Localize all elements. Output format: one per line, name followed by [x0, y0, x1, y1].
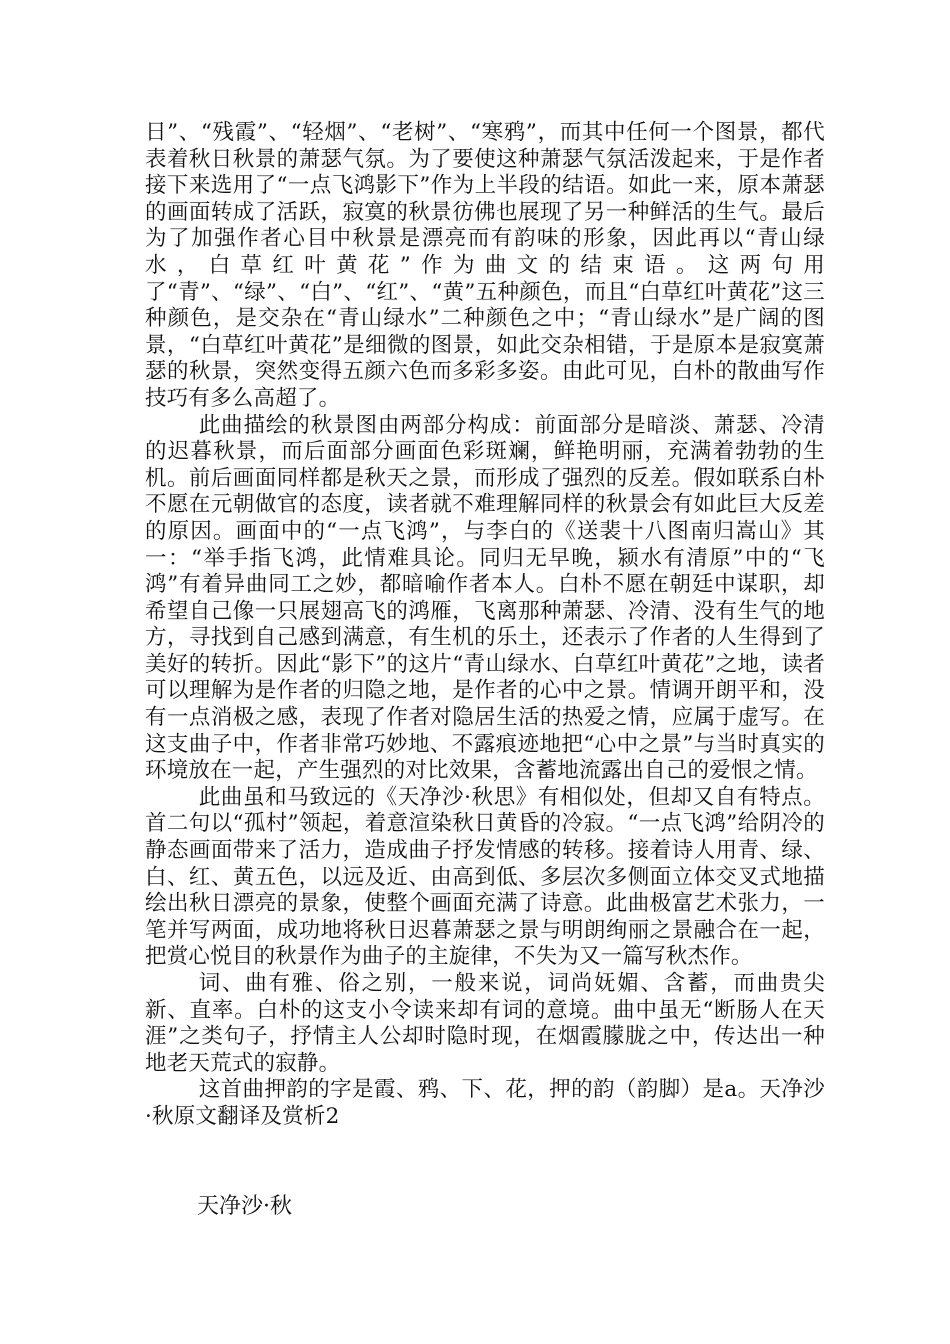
paragraph-1: 日”、“残霞”、“轻烟”、“老树”、“寒鸦”，而其中任何一个图景，都代表着秋日秋景的萧瑟气氛。为了要使这种萧瑟气氛活泼起来，于是作者接下来选用了“一点飞鸿影下”作为上半段的结语。如此一来，原本萧瑟的画面转成了活跃，寂寞的秋景彷佛也展现了另一种鲜活的生气。最后为了加强作者心目中秋景是漂亮而有韵味的形象，因此再以“青山绿水，白草红叶黄花”作为曲文的结束语。这两句用了“青”、“绿”、“白”、“红”、“黄”五种颜色，而且“白草红叶黄花”这三种颜色，是交杂在“青山绿水”二种颜色之中；“青山绿水”是广阔的图景，“白草红叶黄花”是细微的图景，如此交杂相错，于是原本是寂寞萧瑟的秋景，突然变得五颜六色而多彩多姿。由此可见，白朴的散曲写作技巧有多么高超了。 [145, 120, 825, 411]
paragraph-5: 这首曲押韵的字是霞、鸦、下、花，押的韵（韵脚）是a。天净沙·秋原文翻译及赏析2 [145, 1077, 825, 1129]
document-body [145, 120, 825, 1131]
paragraph-4: 词、曲有雅、俗之别，一般来说，词尚妩媚、含蓄，而曲贵尖新、直率。白朴的这支小令读来却有词的意境。曲中虽无“断肠人在天涯”之类句子，抒情主人公却时隐时现，在烟霞朦胧之中，传达出一种地老天荒式的寂静。 [145, 971, 825, 1076]
paragraph-2: 此曲描绘的秋景图由两部分构成：前面部分是暗淡、萧瑟、冷清的迟暮秋景，而后面部分画面色彩斑斓，鲜艳明丽，充满着勃勃的生机。前后画面同样都是秋天之景，而形成了强烈的反差。假如联系白朴不愿在元朝做官的态度，读者就不难理解同样的秋景会有如此巨大反差的原因。画面中的“一点飞鸿”，与李白的《送裴十八图南归嵩山》其一：“举手指飞鸿，此情难具论。同归无早晚，颍水有清原”中的“飞鸿”有着异曲同工之妙，都暗喻作者本人。白朴不愿在朝廷中谋职，却希望自己像一只展翅高飞的鸿雁，飞离那种萧瑟、冷清、没有生气的地方，寻找到自己感到满意，有生机的乐土，还表示了作者的人生得到了美好的转折。因此“影下”的这片“青山绿水、白草红叶黄花”之地，读者可以理解为是作者的归隐之地，是作者的心中之景。情调开朗平和，没有一点消极之感，表现了作者对隐居生活的热爱之情，应属于虚写。在这支曲子中，作者非常巧妙地、不露痕迹地把“心中之景”与当时真实的环境放在一起，产生强烈的对比效果，含蓄地流露出自己的爱恨之情。 [145, 412, 825, 784]
paragraph-3: 此曲虽和马致远的《天净沙·秋思》有相似处，但却又自有特点。首二句以“孤村”领起，着意渲染秋日黄昏的冷寂。“一点飞鸿”给阴冷的静态画面带来了活力，造成曲子抒发情感的转移。接着诗人用青、绿、白、红、黄五色，以远及近、由高到低、多层次多侧面立体交叉式地描绘出秋日漂亮的景象，使整个画面充满了诗意。此曲极富艺术张力，一笔并写两面，成功地将秋日迟暮萧瑟之景与明朗绚丽之景融合在一起，把赏心悦目的秋景作为曲子的主旋律，不失为又一篇写秋杰作。 [145, 784, 825, 970]
section-heading: 天净沙·秋 [197, 1194, 292, 1219]
